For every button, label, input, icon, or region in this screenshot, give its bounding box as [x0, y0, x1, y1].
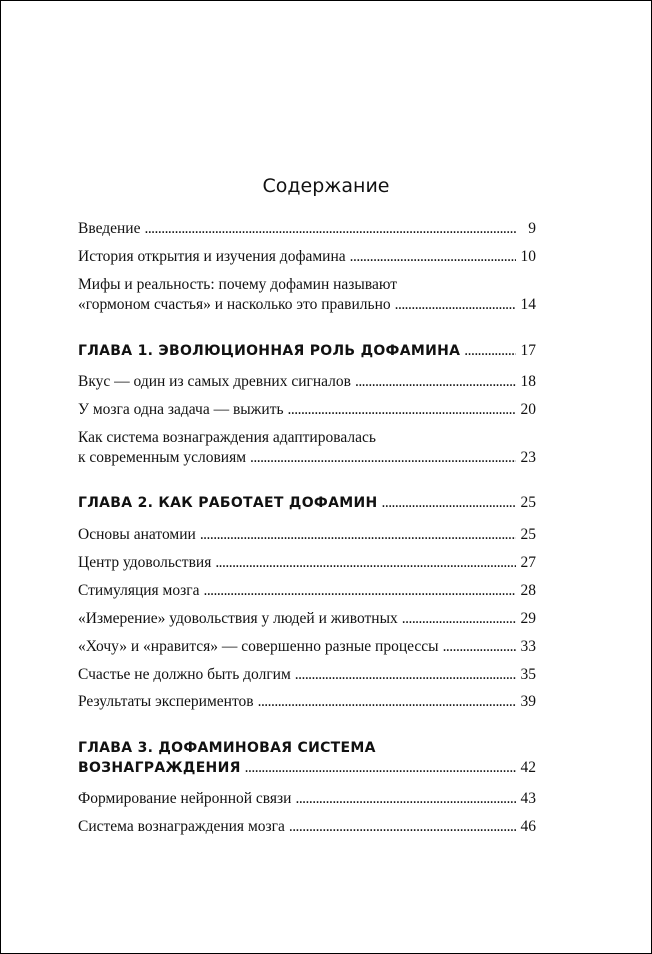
- toc-entry-taste[interactable]: [78, 372, 536, 392]
- toc-entry-results[interactable]: [78, 692, 536, 712]
- toc-entry-page: 25: [520, 494, 536, 511]
- toc-entry-myths[interactable]: [78, 275, 536, 315]
- toc-entry-page: 10: [520, 248, 536, 265]
- toc-entry-page: 28: [520, 582, 536, 599]
- toc-entry-page: 18: [520, 373, 536, 390]
- toc-chapter-label: ГЛАВА 2. КАК РАБОТАЕТ ДОФАМИН: [78, 495, 378, 511]
- dot-leader: [258, 692, 516, 712]
- toc-entry-label: Формирование нейронной связи: [78, 790, 292, 807]
- dot-leader: [382, 493, 517, 513]
- dot-leader: [464, 341, 516, 361]
- toc-entry-label: У мозга одна задача — выжить: [78, 401, 284, 418]
- dot-leader: [402, 609, 516, 629]
- dot-leader: [443, 637, 516, 657]
- dot-leader: [200, 525, 516, 545]
- dot-leader: [295, 789, 516, 809]
- toc-entry-label: к современным условиям: [78, 449, 247, 466]
- toc-title: Содержание: [262, 175, 390, 197]
- toc-entry-page: 33: [520, 638, 536, 655]
- toc-entry-page: 29: [520, 610, 536, 627]
- toc-entry-page: 9: [528, 220, 536, 237]
- toc-entry-page: 14: [520, 296, 536, 313]
- toc-entry-page: 25: [520, 526, 536, 543]
- toc-entry-pleasure-center[interactable]: [78, 553, 536, 573]
- toc-entry-label-line1: Как система вознаграждения адаптировалась: [78, 429, 376, 446]
- toc-entry-page: 17: [520, 342, 536, 359]
- toc-entry-label: «Измерение» удовольствия у людей и животных: [78, 610, 398, 627]
- toc-entry-page: 27: [520, 554, 536, 571]
- toc-entry-anatomy[interactable]: [78, 525, 536, 545]
- dot-leader: [245, 758, 516, 778]
- toc-entry-page: 23: [520, 449, 536, 466]
- dot-leader: [289, 817, 516, 837]
- toc-entry-label: Результаты экспериментов: [78, 693, 254, 710]
- dot-leader: [395, 295, 516, 315]
- toc-entry-page: 42: [520, 759, 536, 776]
- toc-chapter-1[interactable]: [78, 341, 536, 361]
- toc-entry-history[interactable]: [78, 247, 536, 267]
- dot-leader: [250, 448, 516, 468]
- toc-entry-label: Основы анатомии: [78, 526, 196, 543]
- toc-entry-label: История открытия и изучения дофамина: [78, 248, 346, 265]
- toc-entry-label: Центр удовольствия: [78, 554, 212, 571]
- toc-chapter-2[interactable]: [78, 493, 536, 513]
- toc-chapter-3[interactable]: [78, 738, 536, 778]
- toc-entry-page: 35: [520, 666, 536, 683]
- dot-leader: [215, 553, 516, 573]
- dot-leader: [144, 219, 516, 239]
- toc-entry-page: 46: [520, 818, 536, 835]
- toc-entry-page: 20: [520, 401, 536, 418]
- toc-entry-brain-stimulation[interactable]: [78, 581, 536, 601]
- toc-entry-page: 43: [520, 790, 536, 807]
- toc-entry-happiness[interactable]: [78, 665, 536, 685]
- toc-chapter-label: ГЛАВА 1. ЭВОЛЮЦИОННАЯ РОЛЬ ДОФАМИНА: [78, 343, 461, 359]
- toc-entry-page: 39: [520, 693, 536, 710]
- toc-entry-label: Вкус — один из самых древних сигналов: [78, 373, 351, 390]
- dot-leader: [350, 247, 516, 267]
- toc-entry-neural-connection[interactable]: [78, 789, 536, 809]
- toc-entry-adaptation[interactable]: [78, 428, 536, 468]
- toc-entry-survive[interactable]: [78, 400, 536, 420]
- dot-leader: [288, 400, 516, 420]
- toc-entry-label-line1: Мифы и реальность: почему дофамин называют: [78, 276, 397, 293]
- toc-entry-label: «Хочу» и «нравится» — совершенно разные процессы: [78, 638, 439, 655]
- toc-chapter-label: ВОЗНАГРАЖДЕНИЯ: [78, 760, 241, 776]
- toc-entry-introduction[interactable]: [78, 219, 536, 239]
- toc-entry-reward-system[interactable]: [78, 817, 536, 837]
- dot-leader: [203, 581, 516, 601]
- dot-leader: [355, 372, 516, 392]
- toc-chapter-label-line1: ГЛАВА 3. ДОФАМИНОВАЯ СИСТЕМА: [78, 740, 376, 756]
- toc-entry-measurement[interactable]: [78, 609, 536, 629]
- toc-entry-label: Стимуляция мозга: [78, 582, 200, 599]
- toc-entry-label: Счастье не должно быть долгим: [78, 666, 291, 683]
- toc-entry-want-like[interactable]: [78, 637, 536, 657]
- toc-entry-label: Система вознаграждения мозга: [78, 818, 285, 835]
- dot-leader: [295, 665, 516, 685]
- toc-entry-label: Введение: [78, 220, 141, 237]
- toc-entry-label: «гормоном счастья» и насколько это правильно: [78, 296, 391, 313]
